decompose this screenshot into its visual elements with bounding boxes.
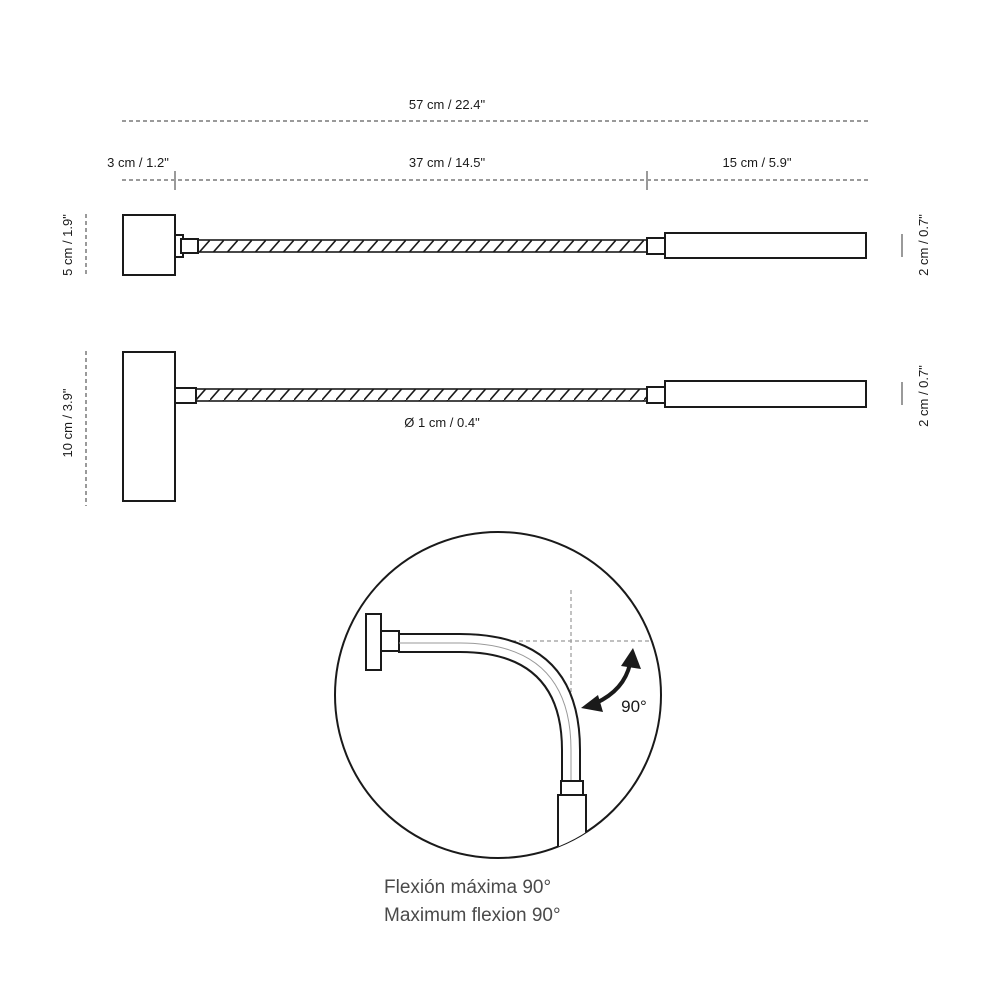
large-base-height-label: 10 cm / 3.9" (60, 388, 75, 458)
head-diameter-top-dimension (902, 214, 931, 276)
head-collar-top (647, 238, 665, 254)
detail-head-collar (561, 781, 583, 795)
head-diameter-top-label: 2 cm / 0.7" (916, 214, 931, 276)
segment-dimension (107, 155, 868, 190)
light-head-bottom (665, 381, 866, 407)
flexible-arm-bottom (196, 389, 648, 401)
detail-plate-collar (381, 631, 399, 651)
lamp-small-base-view (123, 215, 866, 275)
large-base-collar (175, 388, 196, 403)
small-base-height-dimension (60, 214, 86, 276)
light-head-top (665, 233, 866, 258)
small-base-height-label: 5 cm / 1.9" (60, 214, 75, 276)
flexion-detail (335, 532, 661, 875)
total-length-label: 57 cm / 22.4" (408, 97, 486, 112)
caption-spanish: Flexión máxima 90° (384, 877, 552, 898)
angle-label: 90° (621, 697, 647, 716)
small-base-collar (181, 239, 198, 253)
flexible-arm-top (198, 240, 648, 252)
head-collar-bottom (647, 387, 665, 403)
total-length-dimension (122, 97, 868, 121)
large-base-block (123, 352, 175, 501)
head-length-label: 15 cm / 5.9" (722, 155, 792, 170)
large-base-height-dimension (60, 351, 86, 506)
detail-wall-plate (366, 614, 381, 670)
base-depth-label: 3 cm / 1.2" (107, 155, 169, 170)
arm-diameter-label: Ø 1 cm / 0.4" (404, 415, 480, 430)
head-diameter-bottom-label: 2 cm / 0.7" (916, 365, 931, 427)
lamp-large-base-view (123, 352, 866, 501)
small-base-block (123, 215, 175, 275)
caption-english: Maximum flexion 90° (384, 905, 561, 926)
arm-length-label: 37 cm / 14.5" (408, 155, 486, 170)
head-diameter-bottom-dimension (902, 365, 931, 427)
flexion-caption (384, 877, 561, 926)
